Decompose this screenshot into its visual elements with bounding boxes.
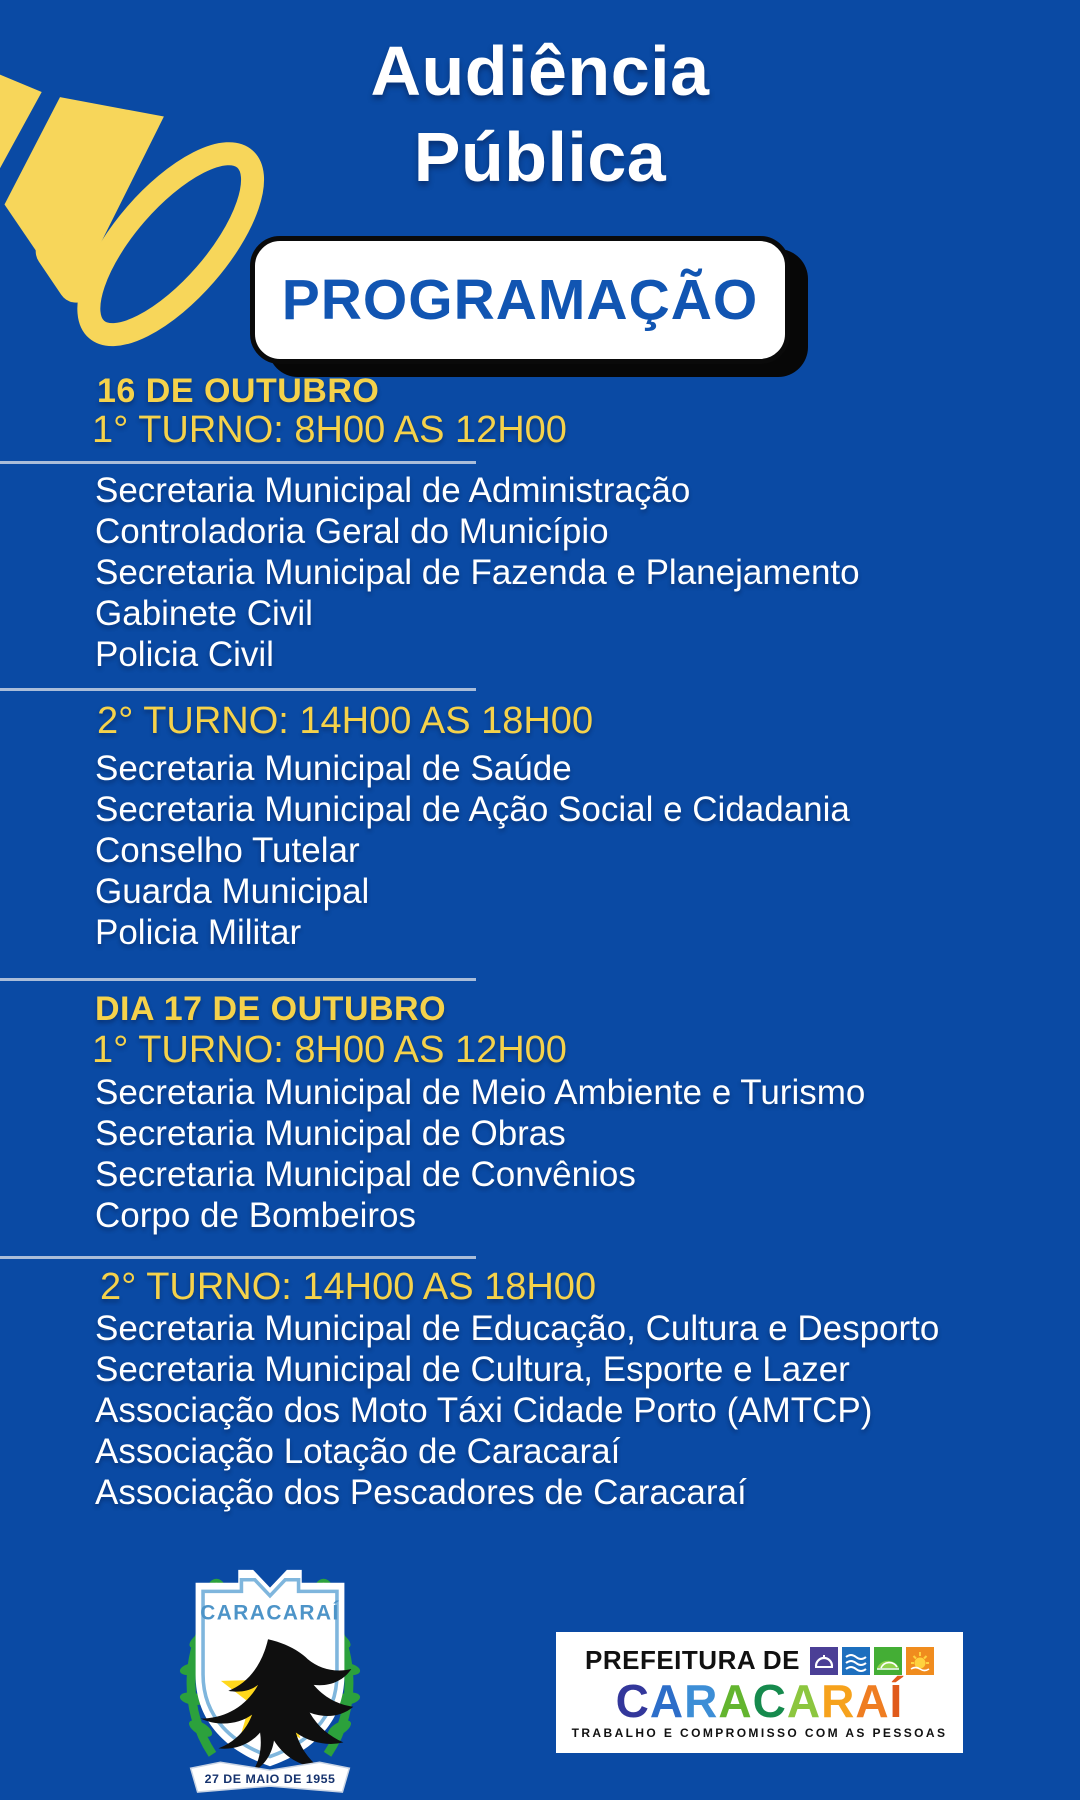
prefeitura-logo [556, 1632, 963, 1753]
section2-turn: 2° TURNO: 14H00 AS 18H00 [97, 700, 594, 742]
divider [0, 688, 476, 691]
waves-icon [842, 1647, 870, 1675]
divider [0, 461, 476, 464]
list-item: Secretaria Municipal de Meio Ambiente e Turismo [95, 1073, 866, 1112]
logo-letter: C [752, 1675, 787, 1727]
list-item: Secretaria Municipal de Obras [95, 1114, 566, 1153]
logo-tagline: TRABALHO E COMPROMISSO COM AS PESSOAS [571, 1726, 948, 1740]
list-item: Controladoria Geral do Município [95, 512, 609, 551]
list-item: Policia Civil [95, 635, 274, 674]
sun-icon [906, 1647, 934, 1675]
list-item: Secretaria Municipal de Administração [95, 471, 691, 510]
list-item: Secretaria Municipal de Cultura, Esporte e Lazer [95, 1350, 850, 1389]
page-title [0, 28, 1080, 200]
divider [0, 978, 476, 981]
logo-letter: R [684, 1675, 719, 1727]
title-line-1: Audiência [370, 32, 710, 110]
title-line-2: Pública [413, 118, 667, 196]
logo-letter: R [821, 1675, 856, 1727]
section1-list [95, 470, 860, 675]
programacao-label: PROGRAMAÇÃO [281, 268, 759, 332]
section4-list [95, 1308, 939, 1513]
list-item: Gabinete Civil [95, 594, 313, 633]
list-item: Associação Lotação de Caracaraí [95, 1432, 621, 1471]
section1-turn: 1° TURNO: 8H00 AS 12H00 [92, 409, 567, 451]
caracarai-coat-of-arms [150, 1548, 390, 1796]
section3-date: DIA 17 DE OUTUBRO [95, 990, 447, 1028]
section3-list [95, 1072, 865, 1236]
list-item: Corpo de Bombeiros [95, 1196, 416, 1235]
logo-letter: A [649, 1675, 685, 1727]
logo-prefix: PREFEITURA DE [585, 1645, 800, 1675]
hill-icon [874, 1647, 902, 1675]
helmet-icon [810, 1647, 838, 1675]
crest-city-name: CARACARAÍ [200, 1601, 340, 1625]
list-item: Secretaria Municipal de Ação Social e Cidadania [95, 790, 850, 829]
divider [0, 1256, 476, 1259]
list-item: Conselho Tutelar [95, 831, 360, 870]
list-item: Secretaria Municipal de Educação, Cultura e Desporto [95, 1309, 940, 1348]
section4-turn: 2° TURNO: 14H00 AS 18H00 [100, 1266, 597, 1308]
logo-cityname [615, 1675, 904, 1727]
section1-date: 16 DE OUTUBRO [97, 372, 380, 410]
programacao-badge [250, 236, 790, 364]
logo-letter: C [615, 1675, 650, 1727]
list-item: Secretaria Municipal de Convênios [95, 1155, 636, 1194]
logo-letter: Í [889, 1675, 904, 1727]
logo-letter: A [786, 1675, 822, 1727]
logo-pictogram-squares [810, 1647, 934, 1675]
list-item: Associação dos Moto Táxi Cidade Porto (AMTCP) [95, 1391, 873, 1430]
list-item: Secretaria Municipal de Fazenda e Planejamento [95, 553, 860, 592]
list-item: Policia Militar [95, 913, 302, 952]
section2-list [95, 748, 850, 953]
section3-turn: 1° TURNO: 8H00 AS 12H00 [92, 1029, 567, 1071]
list-item: Guarda Municipal [95, 872, 370, 911]
list-item: Associação dos Pescadores de Caracaraí [95, 1473, 747, 1512]
logo-letter: A [718, 1675, 753, 1727]
logo-letter: A [855, 1675, 890, 1727]
crest-motto: 27 DE MAIO DE 1955 [204, 1772, 336, 1787]
list-item: Secretaria Municipal de Saúde [95, 749, 572, 788]
